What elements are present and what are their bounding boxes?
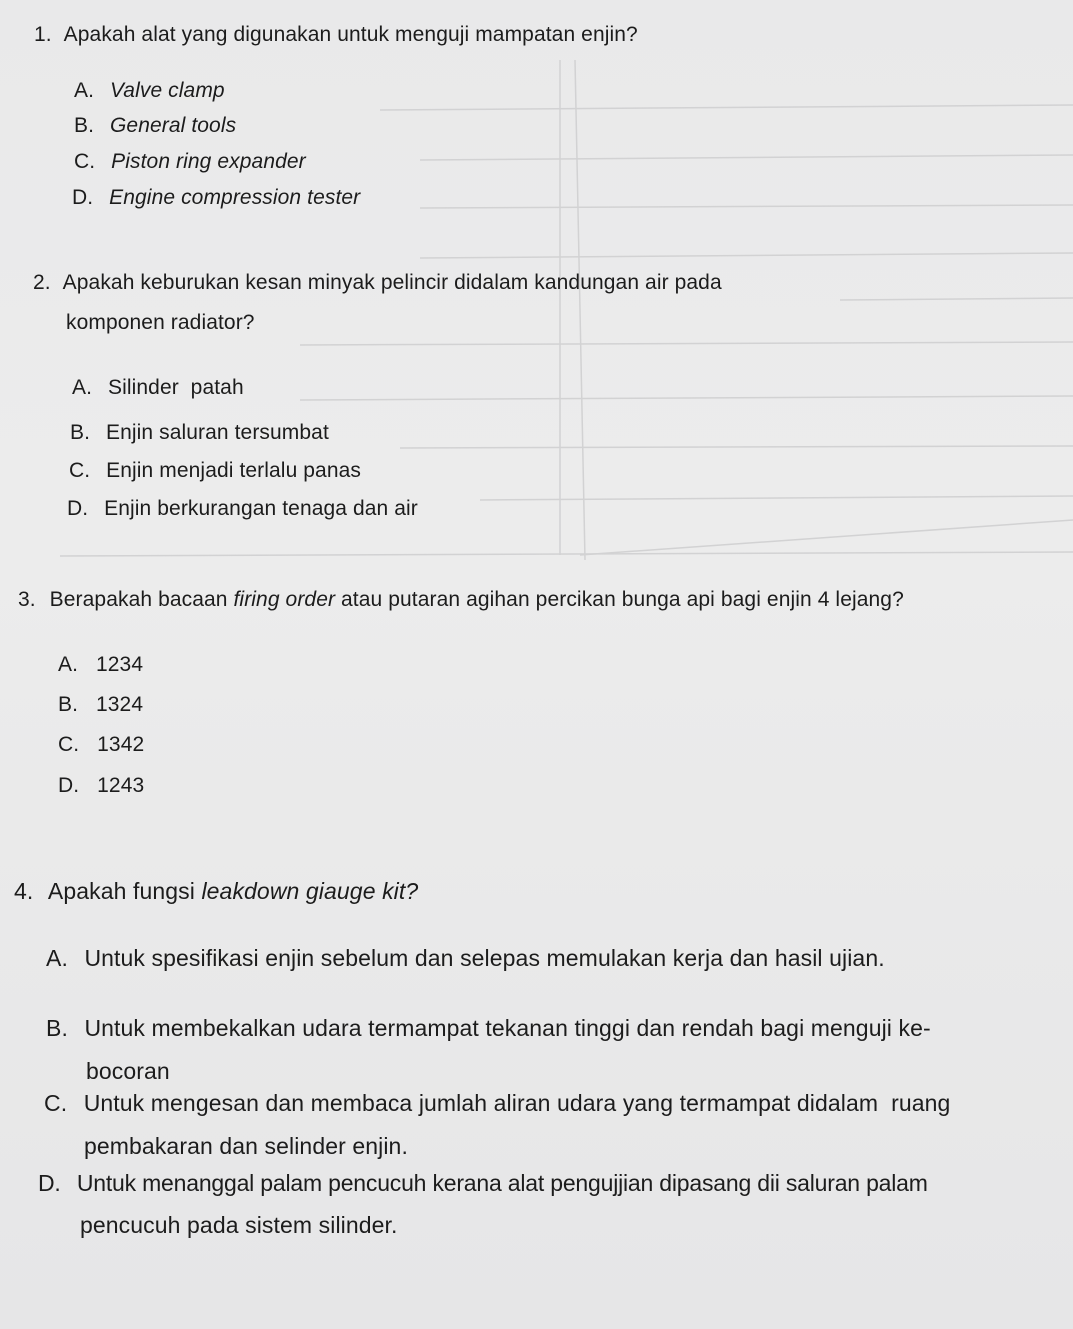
option-text: Untuk mengesan dan membaca jumlah aliran udara yang termampat didalam ruang	[83, 1090, 951, 1116]
option-2d[interactable]	[67, 497, 418, 521]
question-1	[34, 23, 638, 47]
option-4b[interactable]	[46, 1015, 931, 1042]
option-letter: D.	[58, 774, 80, 797]
option-letter: A.	[74, 79, 95, 102]
option-letter: C.	[44, 1090, 68, 1116]
option-1b[interactable]	[74, 114, 236, 138]
option-4b-continued: bocoran	[86, 1058, 170, 1084]
question-4	[14, 878, 418, 905]
option-3b[interactable]	[58, 693, 143, 717]
option-3a[interactable]	[58, 653, 143, 677]
option-letter: C.	[69, 459, 91, 482]
option-4c[interactable]	[44, 1090, 950, 1117]
question-text-rest: atau putaran agihan percikan bunga api bagi enjin 4 lejang?	[335, 588, 904, 611]
option-letter: B.	[70, 421, 91, 444]
question-number: 1.	[34, 23, 52, 46]
question-text: Berapakah bacaan	[49, 588, 234, 611]
option-text: General tools	[109, 114, 237, 137]
option-text: Engine compression tester	[109, 186, 361, 209]
option-letter: A.	[72, 376, 93, 399]
option-3c[interactable]	[58, 733, 144, 757]
option-text: 1324	[95, 693, 144, 716]
option-text: Piston ring expander	[111, 150, 306, 173]
option-2b[interactable]	[70, 421, 329, 445]
option-text: 1342	[97, 733, 145, 756]
option-text: Untuk menanggal palam pencucuh kerana alat pengujjian dipasang dii saluran palam	[76, 1170, 928, 1196]
option-letter: D.	[67, 497, 89, 520]
question-number: 4.	[14, 878, 34, 904]
option-letter: A.	[46, 945, 68, 971]
option-letter: B.	[74, 114, 95, 137]
option-text: Valve clamp	[109, 79, 225, 102]
question-text: Apakah alat yang digunakan untuk menguji mampatan enjin?	[63, 23, 638, 46]
question-number: 3.	[18, 588, 36, 611]
option-text: Untuk membekalkan udara termampat tekanan tinggi dan rendah bagi menguji ke-	[84, 1015, 931, 1041]
option-letter: C.	[74, 150, 96, 173]
option-text: Silinder patah	[107, 376, 244, 399]
option-4d[interactable]	[38, 1170, 928, 1197]
question-text: Apakah fungsi	[47, 878, 202, 904]
option-3d[interactable]	[58, 774, 144, 798]
question-term: leakdown giauge kit?	[201, 878, 419, 904]
question-2-continued: komponen radiator?	[66, 311, 255, 334]
option-1c[interactable]	[74, 150, 306, 174]
option-text: Enjin menjadi terlalu panas	[106, 459, 361, 482]
option-text: Enjin saluran tersumbat	[105, 421, 329, 444]
option-2c[interactable]	[69, 459, 361, 483]
question-number: 2.	[33, 271, 51, 294]
option-letter: A.	[58, 653, 79, 676]
question-text: Apakah keburukan kesan minyak pelincir didalam kandungan air pada	[62, 271, 722, 294]
option-text: 1243	[97, 774, 145, 797]
option-4d-continued: pencucuh pada sistem silinder.	[80, 1212, 398, 1238]
option-4c-continued: pembakaran dan selinder enjin.	[84, 1133, 408, 1159]
option-2a[interactable]	[72, 376, 244, 400]
option-text: Enjin berkurangan tenaga dan air	[104, 497, 418, 520]
option-letter: B.	[46, 1015, 68, 1041]
question-3	[18, 588, 904, 612]
option-letter: D.	[38, 1170, 61, 1196]
option-letter: C.	[58, 733, 80, 756]
option-1a[interactable]	[74, 79, 225, 103]
option-text: 1234	[95, 653, 144, 676]
question-2	[33, 271, 722, 295]
option-letter: B.	[58, 693, 79, 716]
option-1d[interactable]	[72, 186, 360, 210]
option-letter: D.	[72, 186, 94, 209]
option-text: Untuk spesifikasi enjin sebelum dan selepas memulakan kerja dan hasil ujian.	[84, 945, 885, 971]
option-4a[interactable]	[46, 945, 885, 972]
question-term: firing order	[233, 588, 336, 611]
